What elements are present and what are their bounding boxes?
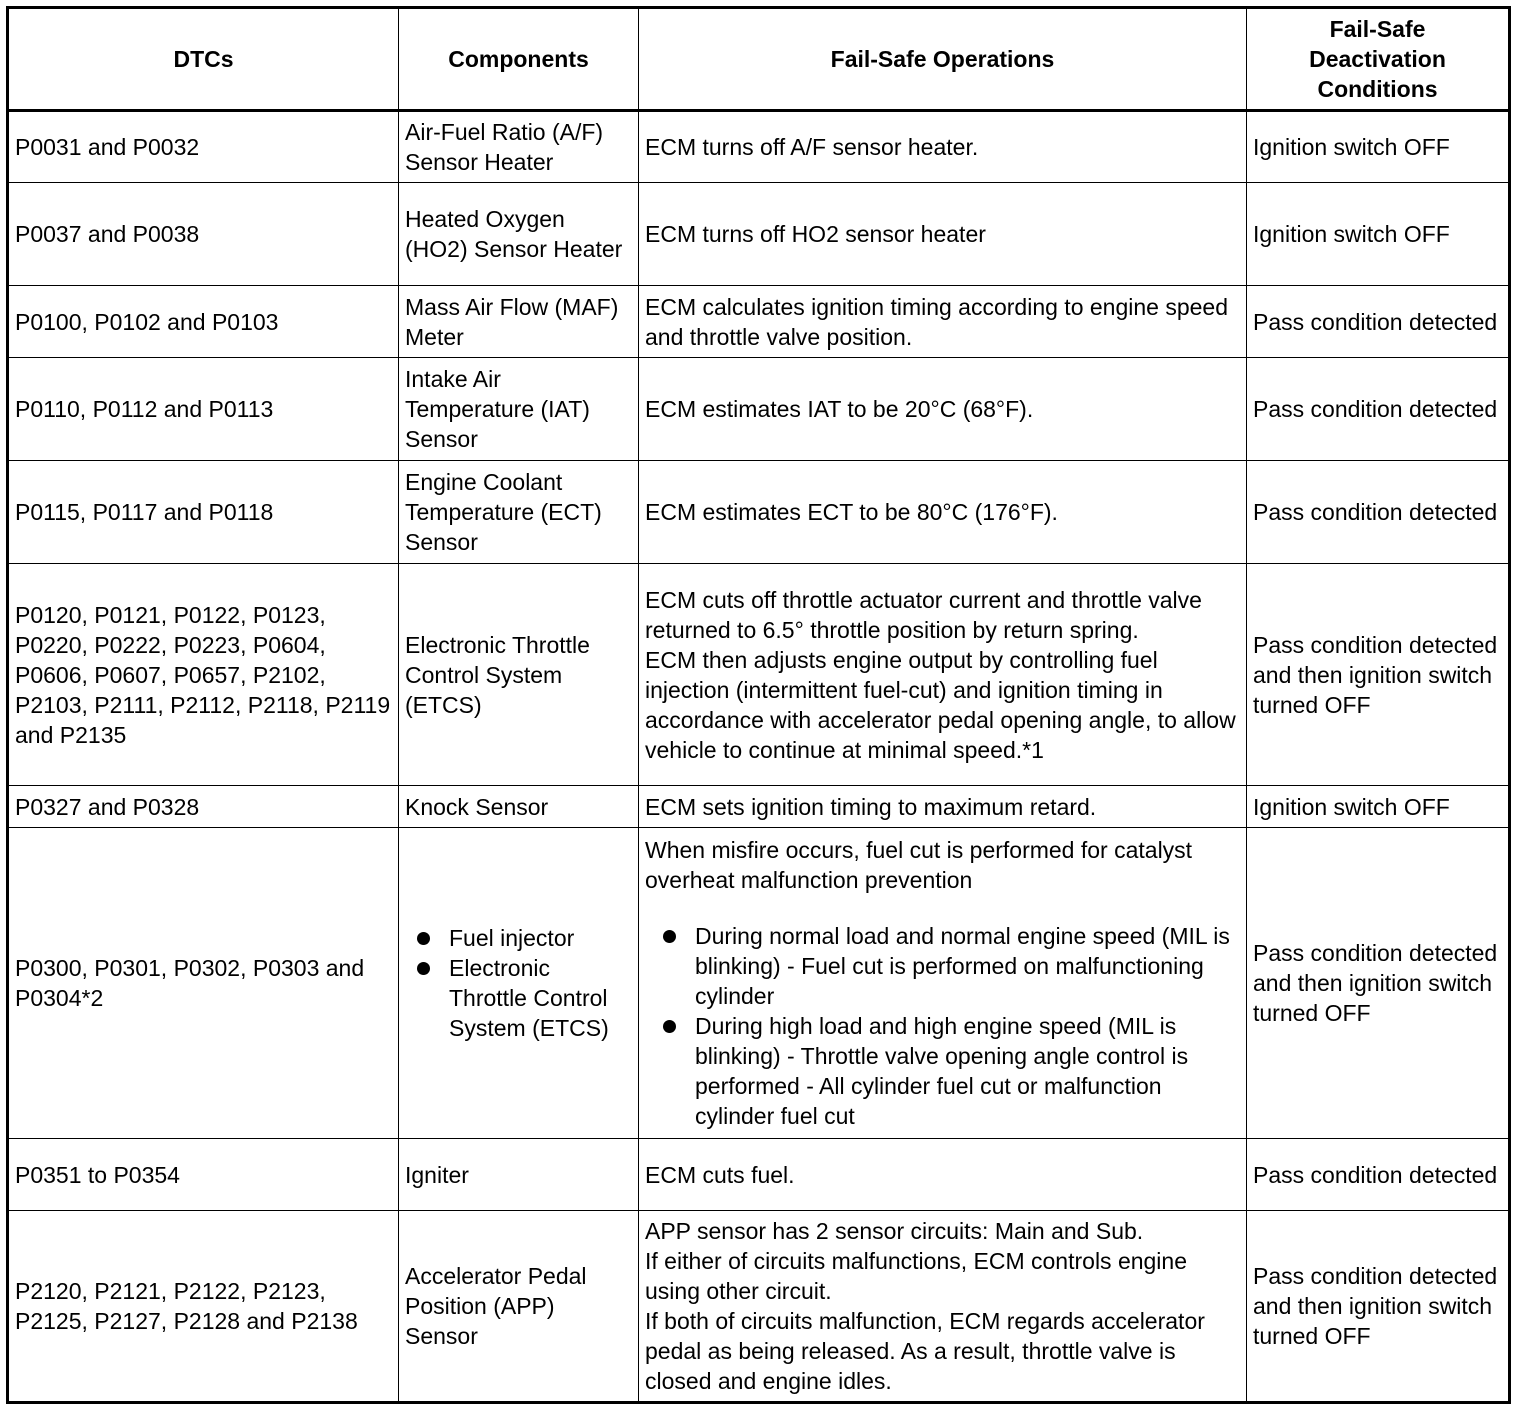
component-cell: Igniter <box>399 1139 639 1211</box>
dtc-cell: P0120, P0121, P0122, P0123, P0220, P0222, P0223, P0604, P0606, P0607, P0657, P2102, P2103, P2111, P2112, P2118, P2119 and P2135 <box>8 564 399 786</box>
component-cell: Intake Air Temperature (IAT) Sensor <box>399 358 639 461</box>
deactivation-cell: Ignition switch OFF <box>1247 183 1510 286</box>
deactivation-cell: Ignition switch OFF <box>1247 111 1510 183</box>
operation-cell: ECM sets ignition timing to maximum retard. <box>639 786 1247 828</box>
dtc-cell: P0327 and P0328 <box>8 786 399 828</box>
table-row <box>8 358 1510 461</box>
component-cell: Mass Air Flow (MAF) Meter <box>399 286 639 358</box>
table-row <box>8 286 1510 358</box>
operation-cell: ECM turns off HO2 sensor heater <box>639 183 1247 286</box>
header-row <box>8 8 1510 111</box>
operation-cell: ECM calculates ignition timing according to engine speed and throttle valve position. <box>639 286 1247 358</box>
deactivation-cell: Pass condition detected <box>1247 461 1510 564</box>
fail-safe-table <box>6 6 1511 1404</box>
deactivation-cell: Ignition switch OFF <box>1247 786 1510 828</box>
operation-list <box>645 921 1240 1131</box>
dtc-cell: P0037 and P0038 <box>8 183 399 286</box>
component-cell: Electronic Throttle Control System (ETCS) <box>399 564 639 786</box>
component-cell: Heated Oxygen (HO2) Sensor Heater <box>399 183 639 286</box>
component-cell: Air-Fuel Ratio (A/F) Sensor Heater <box>399 111 639 183</box>
table-row <box>8 786 1510 828</box>
list-item: Fuel injector <box>399 923 632 953</box>
operation-cell <box>639 828 1247 1139</box>
table-row <box>8 828 1510 1139</box>
dtc-cell: P0100, P0102 and P0103 <box>8 286 399 358</box>
bullet-icon <box>663 930 676 943</box>
bullet-icon <box>663 1020 676 1033</box>
component-list <box>399 923 632 1043</box>
component-cell <box>399 828 639 1139</box>
bullet-icon <box>417 962 430 975</box>
table-row <box>8 111 1510 183</box>
table-row <box>8 1139 1510 1211</box>
dtc-cell: P0300, P0301, P0302, P0303 and P0304*2 <box>8 828 399 1139</box>
dtc-cell: P0115, P0117 and P0118 <box>8 461 399 564</box>
component-cell: Accelerator Pedal Position (APP) Sensor <box>399 1211 639 1403</box>
operation-line: APP sensor has 2 sensor circuits: Main and Sub. <box>645 1218 1144 1244</box>
table-row <box>8 183 1510 286</box>
dtc-cell: P0110, P0112 and P0113 <box>8 358 399 461</box>
list-item: During normal load and normal engine speed (MIL is blinking) - Fuel cut is performed on malfunctioning cylinder <box>645 921 1240 1011</box>
header-operations: Fail-Safe Operations <box>639 8 1247 111</box>
operation-cell: ECM estimates IAT to be 20°C (68°F). <box>639 358 1247 461</box>
operation-cell: ECM cuts fuel. <box>639 1139 1247 1211</box>
deactivation-cell: Pass condition detected <box>1247 358 1510 461</box>
deactivation-cell: Pass condition detected <box>1247 286 1510 358</box>
component-cell: Engine Coolant Temperature (ECT) Sensor <box>399 461 639 564</box>
dtc-cell: P0351 to P0354 <box>8 1139 399 1211</box>
operation-line: If either of circuits malfunctions, ECM controls engine using other circuit. <box>645 1248 1188 1304</box>
deactivation-cell: Pass condition detected and then ignition switch turned OFF <box>1247 564 1510 786</box>
operation-line: ECM cuts off throttle actuator current and throttle valve returned to 6.5° throttle position by return spring. <box>645 586 1202 643</box>
operation-cell <box>639 1211 1247 1403</box>
dtc-cell: P2120, P2121, P2122, P2123, P2125, P2127, P2128 and P2138 <box>8 1211 399 1403</box>
operation-intro: When misfire occurs, fuel cut is performed for catalyst overheat malfunction prevention <box>645 837 1193 893</box>
operation-line: ECM then adjusts engine output by controlling fuel injection (intermittent fuel-cut) and ignition timing in accordance with accelerator pedal opening angle, to allow vehicle to continue at minimal speed.*1 <box>645 646 1236 763</box>
table-row <box>8 461 1510 564</box>
list-item: During high load and high engine speed (MIL is blinking) - Throttle valve opening angle control is performed - All cylinder fuel cut or malfunction cylinder fuel cut <box>645 1011 1240 1131</box>
operation-cell: ECM estimates ECT to be 80°C (176°F). <box>639 461 1247 564</box>
deactivation-cell: Pass condition detected <box>1247 1139 1510 1211</box>
list-item: Electronic Throttle Control System (ETCS) <box>399 953 632 1043</box>
component-cell: Knock Sensor <box>399 786 639 828</box>
deactivation-cell: Pass condition detected and then ignition switch turned OFF <box>1247 828 1510 1139</box>
header-components: Components <box>399 8 639 111</box>
operation-cell <box>639 564 1247 786</box>
table-row <box>8 564 1510 786</box>
deactivation-cell: Pass condition detected and then ignition switch turned OFF <box>1247 1211 1510 1403</box>
dtc-cell: P0031 and P0032 <box>8 111 399 183</box>
header-dtcs: DTCs <box>8 8 399 111</box>
bullet-icon <box>417 932 430 945</box>
table-row <box>8 1211 1510 1403</box>
operation-line: If both of circuits malfunction, ECM regards accelerator pedal as being released. As a result, throttle valve is closed and engine idles. <box>645 1308 1205 1394</box>
header-deactivation: Fail-Safe Deactivation Conditions <box>1247 8 1510 111</box>
operation-cell: ECM turns off A/F sensor heater. <box>639 111 1247 183</box>
